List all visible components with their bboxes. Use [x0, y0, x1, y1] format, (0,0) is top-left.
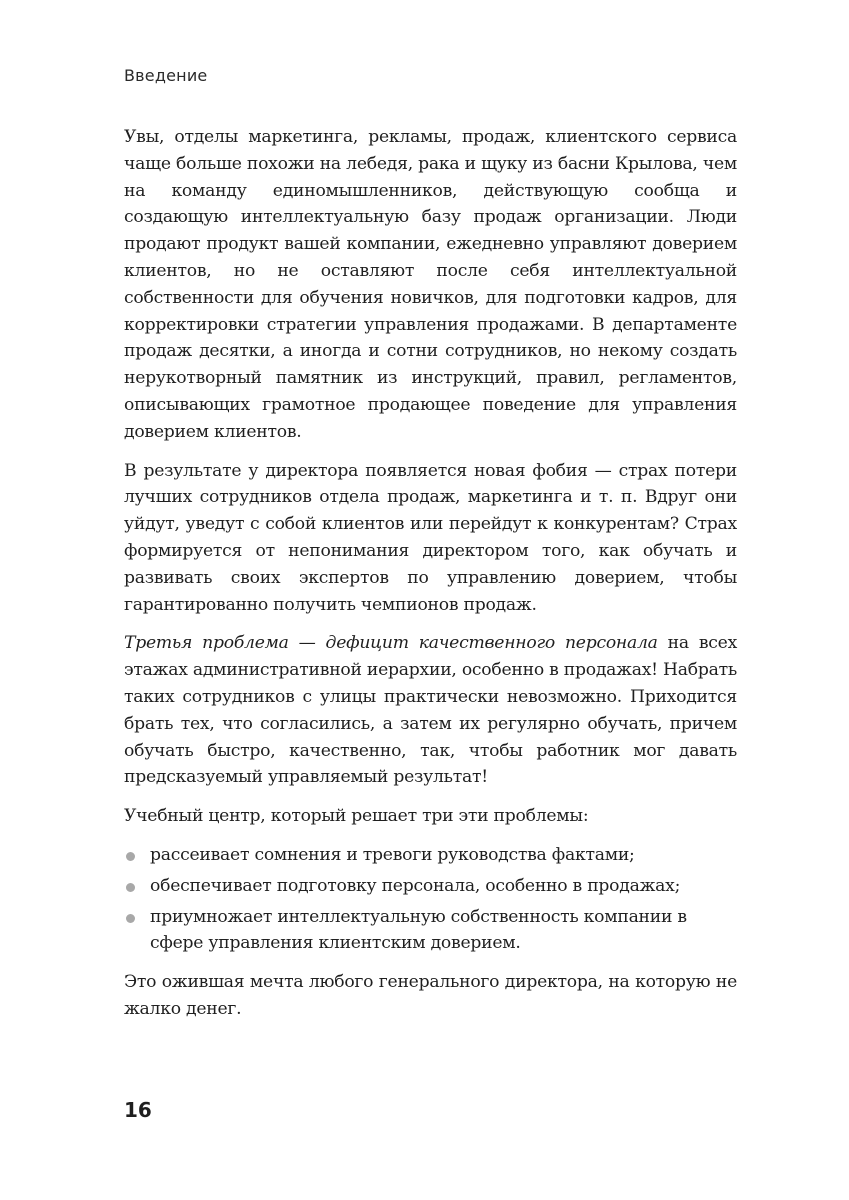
bullet-dot-icon	[126, 852, 135, 861]
bullet-text: обеспечивает подготовку персонала, особенно в продажах;	[150, 875, 681, 896]
bullet-item	[124, 904, 737, 958]
paragraph-4: Учебный центр, который решает три эти проблемы:	[124, 806, 589, 827]
paragraph-3-italic-lead: Третья проблема — дефицит качественного персонала	[124, 633, 658, 654]
page-number: 16	[124, 1098, 152, 1122]
bullet-dot-icon	[126, 914, 135, 923]
paragraph-1: Увы, отделы маркетинга, рекламы, продаж, клиентского сервиса чаще больше похожи на лебедя, рака и щуку из басни Крылова, чем на команду единомышленников, действующую сообща и создающую интеллектуальную базу продаж организации. Люди продают продукт вашей компании, ежедневно управляют доверием клиентов, но не оставляют после себя интеллектуальной собственности для обучения новичков, для подготовки кадров, для корректировки стратегии управления продажами. В департаменте продаж десятки, а иногда и сотни сотрудников, но некому создать нерукотворный памятник из инструкций, правил, регламентов, описывающих грамотное продающее поведение для управления доверием клиентов.	[124, 127, 737, 442]
paragraph-3-text: на всех этажах административной иерархии, особенно в продажах! Набрать таких сотрудников с улицы практически невозможно. Приходится брать тех, что согласились, а затем их регулярно обучать, причем обучать быстро, качественно, так, чтобы работник мог давать предсказуемый управляемый результат!	[124, 633, 738, 788]
page-body	[124, 124, 737, 1035]
paragraph-3	[124, 630, 737, 791]
running-header: Введение	[124, 66, 208, 85]
bullet-text: приумножает интеллектуальную собственность компании в сфере управления клиентским доверием.	[150, 906, 687, 954]
bullet-list	[124, 842, 737, 957]
bullet-text: рассеивает сомнения и тревоги руководства фактами;	[150, 844, 635, 865]
bullet-item	[124, 842, 737, 869]
paragraph-5: Это ожившая мечта любого генерального директора, на которую не жалко денег.	[124, 972, 737, 1019]
bullet-dot-icon	[126, 883, 135, 892]
bullet-item	[124, 873, 737, 900]
paragraph-2: В результате у директора появляется новая фобия — страх потери лучших сотрудников отдела продаж, маркетинга и т. п. Вдруг они уйдут, уведут с собой клиентов или перейдут к конкурентам? Страх формируется от непонимания директором того, как обучать и развивать своих экспертов по управлению доверием, чтобы гарантированно получить чемпионов продаж.	[124, 460, 737, 615]
